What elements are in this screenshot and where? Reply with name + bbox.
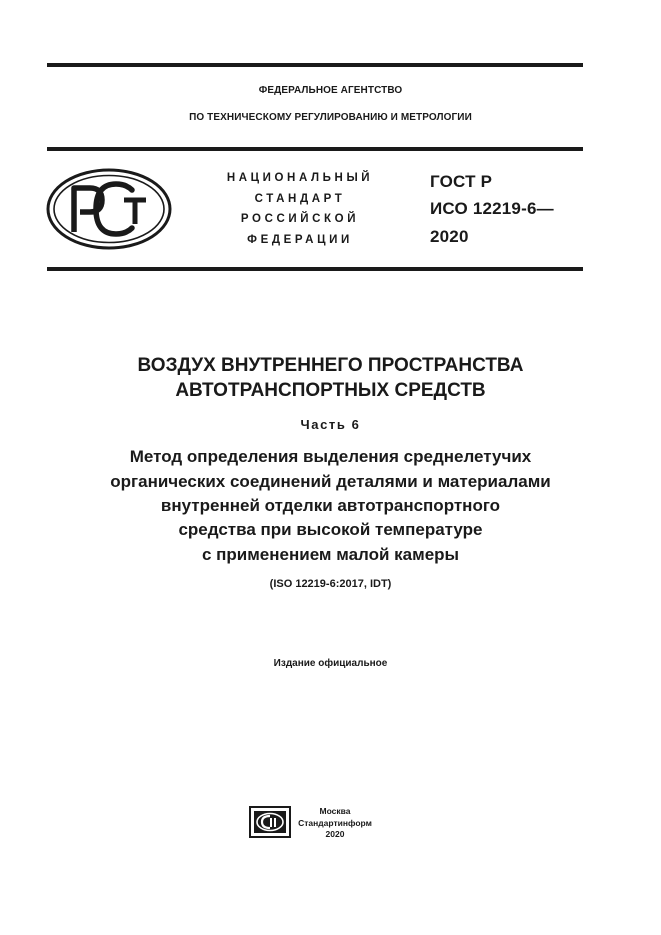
publisher-city: Москва [319, 806, 351, 816]
standartinform-logo-icon [249, 806, 291, 838]
main-title-line-2: АВТОТРАНСПОРТНЫХ СРЕДСТВ [175, 380, 486, 401]
header-divider-rule [47, 147, 583, 151]
subtitle-line-2: органических соединений деталями и материалами [110, 472, 551, 491]
part-label: Часть 6 [300, 417, 361, 432]
iso-reference: (ISO 12219-6:2017, IDT) [269, 578, 392, 590]
national-line-3: РОССИЙСКОЙ [240, 213, 360, 225]
publication-year: 2020 [325, 829, 345, 839]
subtitle-line-5: с применением малой камеры [201, 545, 460, 564]
rst-conformity-mark-icon [46, 168, 172, 250]
official-edition-label: Издание официальное [273, 658, 388, 669]
subtitle-line-4: средства при высокой температуре [178, 520, 483, 539]
agency-name-line-2: ПО ТЕХНИЧЕСКОМУ РЕГУЛИРОВАНИЮ И МЕТРОЛОГИИ [189, 112, 472, 123]
designation-line-1: ГОСТ Р [430, 172, 493, 191]
agency-name-line-1: ФЕДЕРАЛЬНОЕ АГЕНТСТВО [258, 85, 403, 96]
publisher-name: Стандартинформ [298, 817, 372, 828]
publisher-info [297, 806, 373, 841]
national-line-4: ФЕДЕРАЦИИ [247, 234, 353, 246]
subtitle-line-1: Метод определения выделения среднелетучих [129, 447, 532, 466]
national-line-1: НАЦИОНАЛЬНЫЙ [226, 172, 374, 184]
top-rule [47, 63, 583, 67]
standard-block-rule [47, 267, 583, 271]
designation-line-2: ИСО 12219-6— [430, 199, 554, 218]
subtitle-line-3: внутренней отделки автотранспортного [160, 496, 501, 515]
main-title-line-1: ВОЗДУХ ВНУТРЕННЕГО ПРОСТРАНСТВА [137, 355, 524, 376]
national-line-2: СТАНДАРТ [254, 193, 346, 205]
designation-line-3: 2020 [430, 227, 469, 246]
